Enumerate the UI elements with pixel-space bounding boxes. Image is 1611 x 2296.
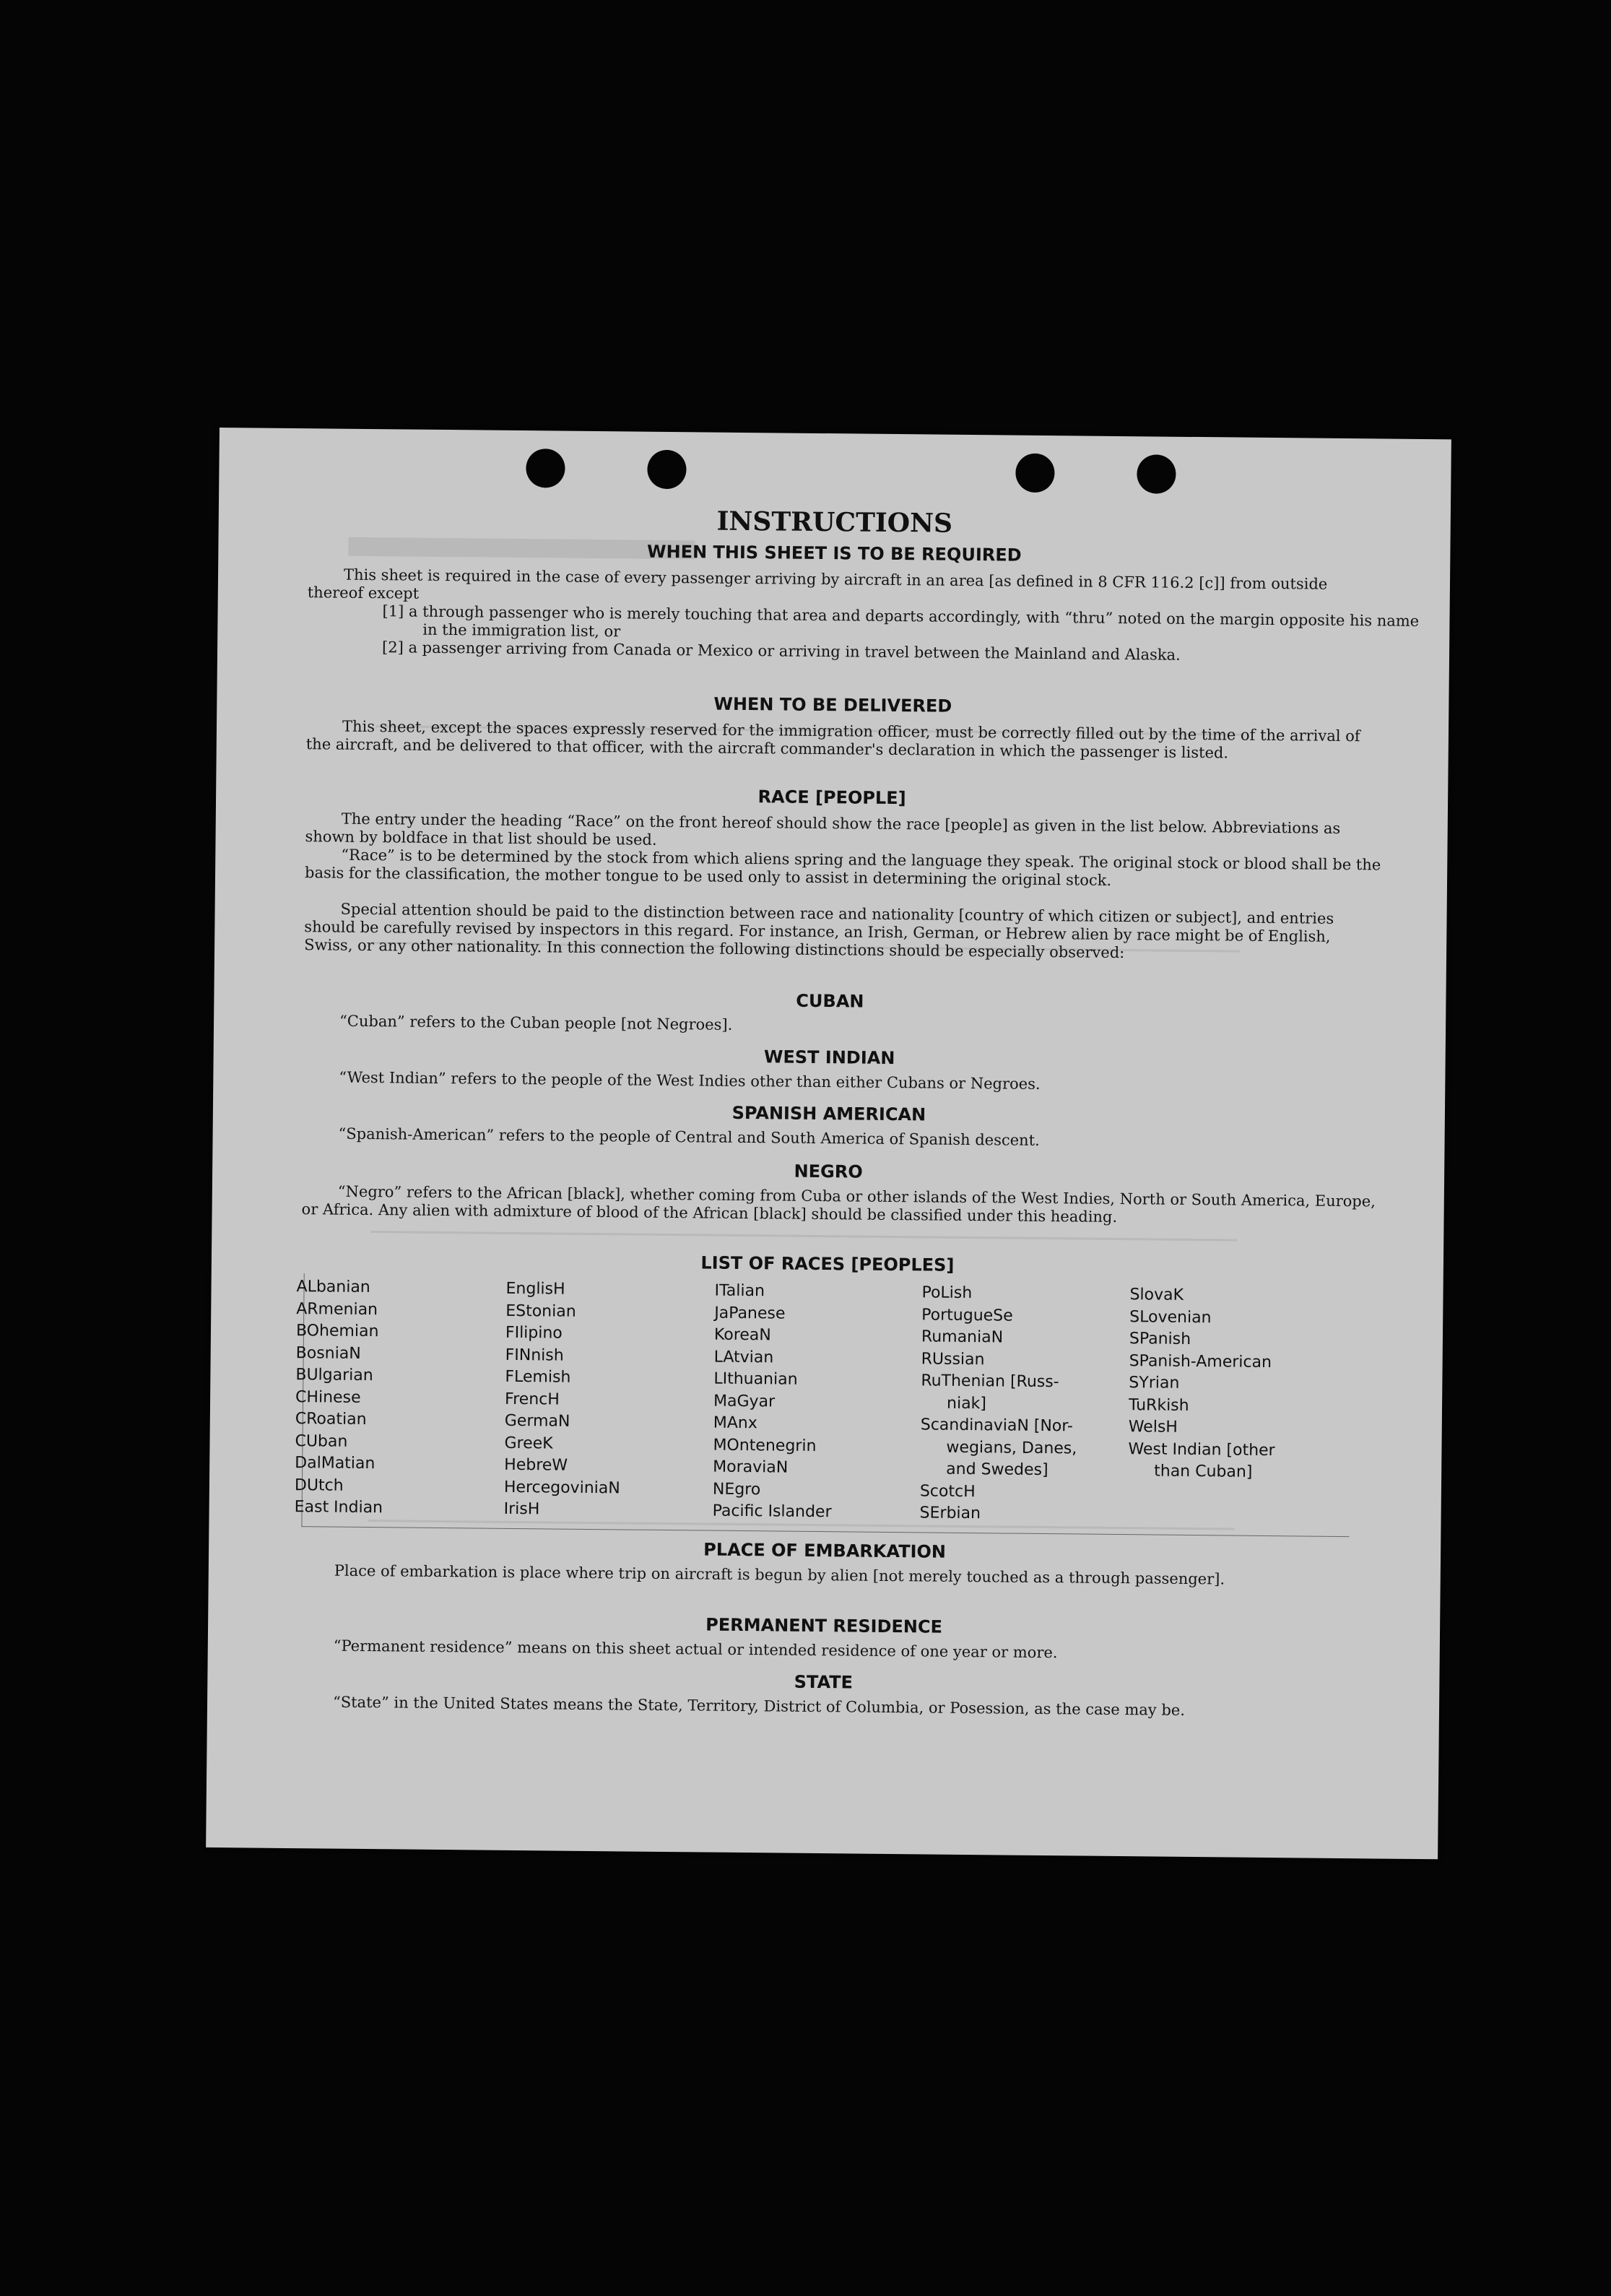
race-entry: CUban	[295, 1431, 348, 1451]
text-when-required-item2: [2] a passenger arriving from Canada or Mexico or arriving in travel between the Mainland and Alaska.	[381, 638, 1181, 664]
race-entry: ScandinaviaN [Nor-	[920, 1416, 1074, 1436]
race-entry: FINnish	[505, 1346, 564, 1365]
race-entry: wegians, Danes,	[946, 1438, 1077, 1457]
race-entry: GermaN	[504, 1411, 570, 1431]
race-entry: SPanish	[1129, 1330, 1191, 1348]
punch-hole-1	[526, 449, 565, 488]
race-entry: TuRkish	[1128, 1395, 1189, 1415]
heading-list-of-races: LIST OF RACES [PEOPLES]	[700, 1252, 955, 1275]
text-embarkation: Place of embarkation is place where trip on aircraft is begun by alien [not merely touched as a through passenger].	[334, 1561, 1225, 1588]
race-entry: BUlgarian	[295, 1366, 373, 1385]
text-west-indian: “West Indian” refers to the people of the West Indies other than either Cubans or Negroes.	[339, 1068, 1041, 1093]
race-entry: ScotcH	[919, 1481, 976, 1501]
race-entry: MAnx	[713, 1413, 757, 1433]
race-list-column-2	[503, 1278, 622, 1522]
race-entry: SLovenian	[1129, 1307, 1212, 1327]
race-entry: BOhemian	[295, 1322, 379, 1341]
race-entry: West Indian [other	[1128, 1439, 1275, 1460]
punch-hole-3	[1015, 454, 1055, 493]
instruction-sheet	[206, 428, 1451, 1859]
heading-negro: NEGRO	[794, 1161, 863, 1182]
punch-hole-4	[1137, 454, 1176, 494]
heading-west-indian: WEST INDIAN	[763, 1047, 895, 1069]
race-entry: MOntenegrin	[713, 1436, 817, 1455]
race-entry: RumaniaN	[921, 1327, 1004, 1347]
race-entry: WelsH	[1128, 1418, 1178, 1437]
race-list-column-3	[712, 1281, 833, 1524]
race-entry: EnglisH	[505, 1279, 565, 1299]
race-entry: NEgro	[712, 1480, 761, 1499]
race-entry: FLemish	[505, 1367, 571, 1387]
race-entry: East Indian	[294, 1498, 383, 1517]
race-entry: FrencH	[504, 1390, 560, 1409]
race-entry: SPanish-American	[1129, 1351, 1272, 1372]
race-entry: MoraviaN	[713, 1457, 789, 1477]
race-entry: JaPanese	[714, 1304, 786, 1323]
race-entry: KoreaN	[713, 1325, 771, 1345]
race-entry: HercegoviniaN	[503, 1478, 620, 1497]
race-entry: LAtvian	[713, 1348, 774, 1366]
heading-when-delivered: WHEN TO BE DELIVERED	[713, 693, 952, 716]
text-when-required-intro: This sheet is required in the case of every passenger arriving by aircraft in an area [as defined in 8 CFR 116.2 [c]] from outside thereof except	[307, 566, 1328, 602]
race-entry: and Swedes]	[946, 1460, 1048, 1480]
heading-cuban: CUBAN	[796, 990, 864, 1012]
text-race-p1: The entry under the heading “Race” on the front hereof should show the race [people] as given in the list below. Abbreviations as shown by boldface in that list should be used.	[305, 810, 1341, 849]
race-entry: Pacific Islander	[712, 1502, 832, 1522]
race-entry: SYrian	[1129, 1374, 1180, 1392]
text-spanish-american: “Spanish-American” refers to the people of Central and South America of Spanish descent.	[338, 1125, 1040, 1149]
race-list-column-5	[1128, 1284, 1277, 1483]
text-when-required-item1: [1] a through passenger who is merely touching that area and departs accordingly, with “thru” noted on the margin opposite his name in the immigration list, or	[382, 602, 1420, 641]
race-entry: ARmenian	[296, 1299, 378, 1319]
race-entry: RUssian	[921, 1349, 985, 1369]
race-entry: GreeK	[504, 1434, 553, 1452]
race-entry: CRoatian	[295, 1410, 367, 1429]
race-entry: IrisH	[503, 1499, 540, 1519]
race-entry: EStonian	[505, 1301, 576, 1321]
race-list-column-4	[919, 1282, 1078, 1526]
text-cuban: “Cuban” refers to the Cuban people [not Negroes].	[339, 1012, 733, 1034]
text-permanent-residence: “Permanent residence” means on this sheet actual or intended residence of one year or more.	[333, 1637, 1058, 1662]
page-title: INSTRUCTIONS	[716, 506, 953, 539]
race-entry: niak]	[946, 1394, 987, 1413]
race-entry: than Cuban]	[1154, 1462, 1253, 1481]
race-list-column-1	[295, 1276, 386, 1520]
race-entry: PortugueSe	[921, 1305, 1013, 1325]
race-entry: LIthuanian	[713, 1369, 798, 1389]
heading-spanish-american: SPANISH AMERICAN	[731, 1102, 926, 1125]
race-entry: DUtch	[294, 1476, 344, 1495]
race-entry: ITalian	[714, 1281, 765, 1301]
race-entry: BosniaN	[295, 1343, 361, 1363]
race-entry: DalMatian	[295, 1454, 375, 1473]
text-state: “State” in the United States means the State, Territory, District of Columbia, or Posession, as the case may be.	[332, 1693, 1186, 1719]
heading-permanent-residence: PERMANENT RESIDENCE	[705, 1614, 943, 1637]
heading-race: RACE [PEOPLE]	[757, 787, 906, 809]
race-entry: ALbanian	[296, 1278, 370, 1297]
punch-hole-2	[647, 450, 687, 490]
race-entry: MaGyar	[713, 1392, 776, 1411]
text-negro: “Negro” refers to the African [black], whether coming from Cuba or other islands of the West Indies, North or South America, Europe, or Africa. Any alien with admixture of blood of the African [black] should be classified under this heading.	[301, 1182, 1376, 1226]
heading-state: STATE	[794, 1671, 854, 1693]
race-entry: SlovaK	[1129, 1286, 1184, 1304]
heading-when-required: WHEN THIS SHEET IS TO BE REQUIRED	[646, 541, 1022, 566]
race-entry: SErbian	[919, 1504, 981, 1523]
race-entry: HebreW	[504, 1455, 568, 1475]
text-race-p2: “Race” is to be determined by the stock from which aliens spring and the language they speak. The original stock or blood shall be the basis for the classification, the mother tongue to be used only to assist in determining the original stock.	[304, 846, 1381, 889]
race-entry: RuThenian [Russ-	[921, 1372, 1059, 1392]
text-race-p3: Special attention should be paid to the distinction between race and nationality [country of which citizen or subject], and entries should be carefully revised by inspectors in this regard. For instance, an Irish, German, or Hebrew alien by race might be of English, Swiss, or any other nationality. In this connection the following distinctions should be especially observed:	[304, 900, 1334, 962]
text-when-delivered: This sheet, except the spaces expressly reserved for the immigration officer, must be correctly filled out by the time of the arrival of the aircraft, and be delivered to that officer, with the aircraft commander's declaration in which the passenger is listed.	[305, 717, 1360, 762]
race-entry: CHinese	[295, 1387, 361, 1407]
race-entry: FIlipino	[505, 1323, 563, 1343]
heading-embarkation: PLACE OF EMBARKATION	[703, 1539, 947, 1562]
race-entry: PoLish	[921, 1283, 973, 1303]
